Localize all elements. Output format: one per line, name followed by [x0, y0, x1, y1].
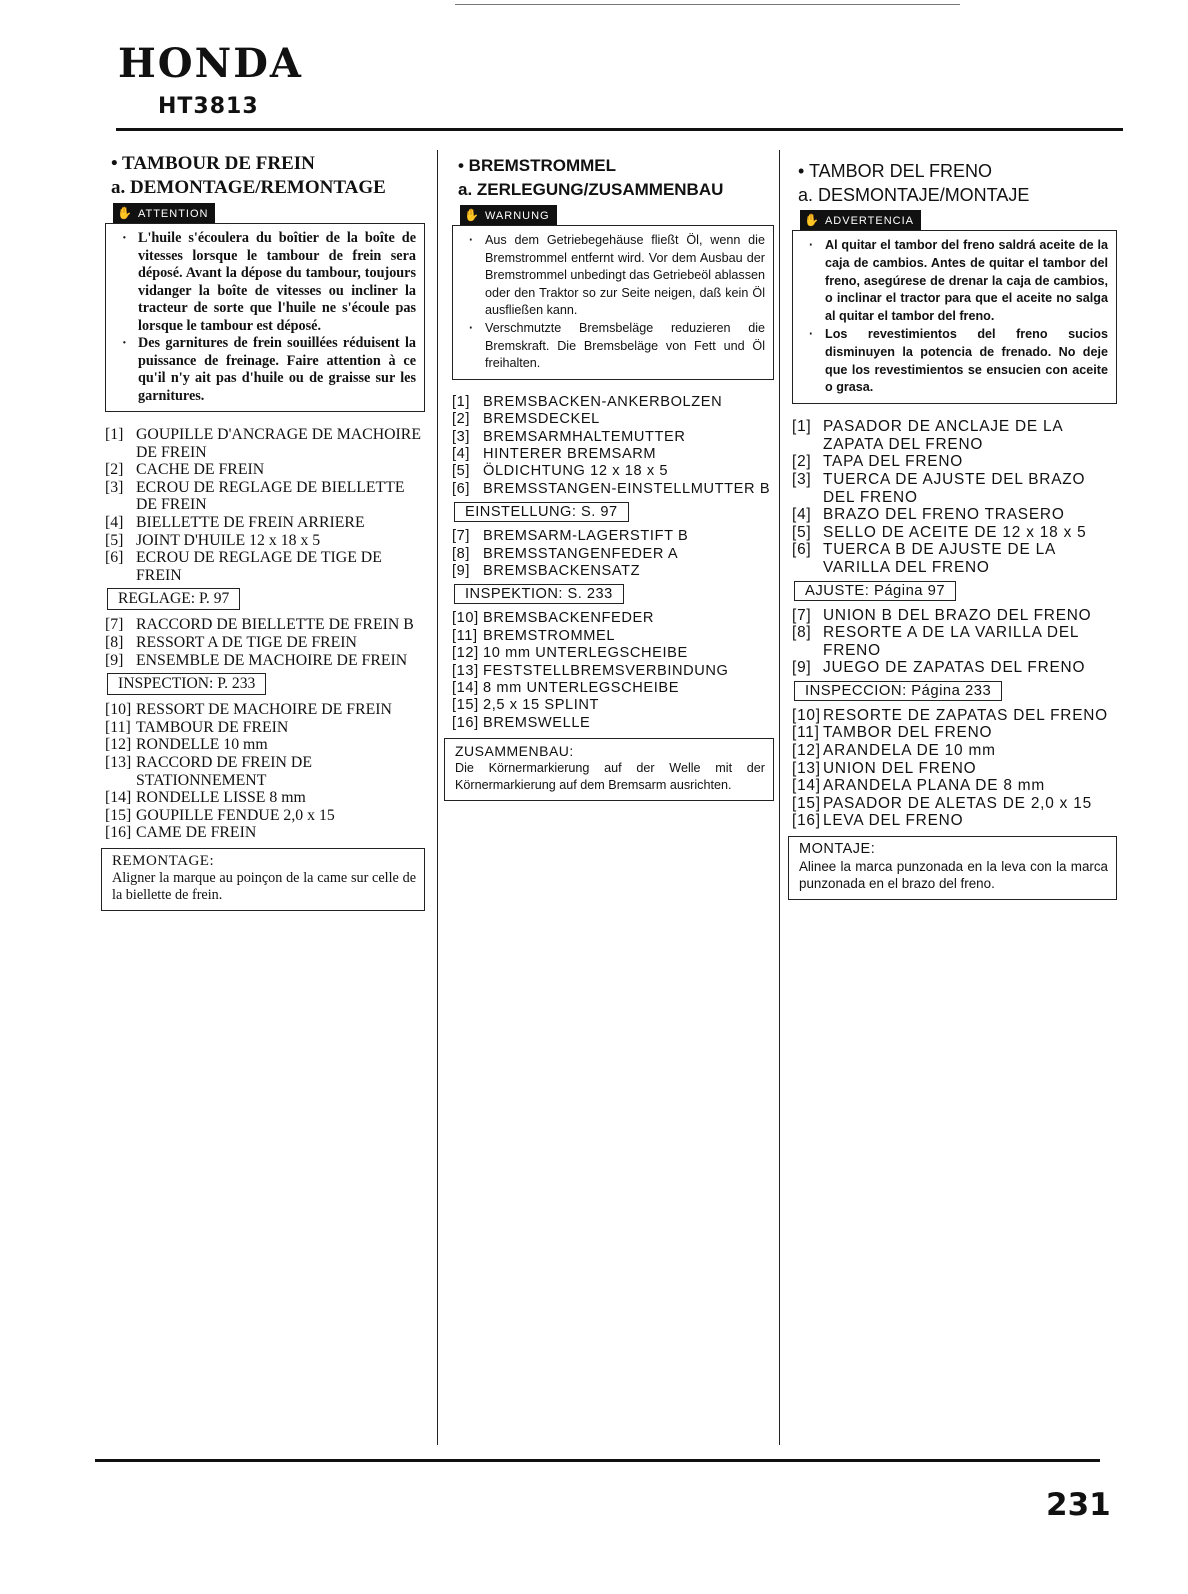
part-name: BREMSSTANGEN-EINSTELLMUTTER B — [483, 480, 771, 497]
part-name: CACHE DE FREIN — [136, 461, 265, 479]
note-title: ZUSAMMENBAU: — [455, 743, 574, 760]
parts-list — [452, 528, 774, 580]
part-name: RACCORD DE BIELLETTE DE FREIN B — [136, 616, 414, 634]
part-number: [10] — [452, 610, 479, 627]
part-name: BREMSARMHALTEMUTTER — [483, 428, 686, 445]
footer-rule — [95, 1459, 1100, 1462]
part-number: [1] — [792, 418, 812, 436]
part-name: UNION B DEL BRAZO DEL FRENO — [823, 606, 1092, 624]
part-number: [8] — [105, 633, 124, 651]
part-item — [792, 524, 1117, 542]
part-number: [12] — [792, 742, 821, 760]
part-item — [792, 624, 1117, 659]
part-number: [2] — [792, 453, 812, 471]
top-edge-line — [455, 4, 960, 5]
part-item — [452, 645, 774, 662]
part-number: [13] — [105, 753, 132, 771]
part-item — [105, 479, 425, 514]
part-number: [8] — [452, 545, 471, 562]
part-name: PASADOR DE ALETAS DE 2,0 x 15 — [823, 794, 1092, 812]
part-name: BREMSSTANGENFEDER A — [483, 545, 679, 562]
part-number: [10] — [105, 701, 132, 719]
section-title: • BREMSTROMMEL — [458, 156, 616, 175]
part-name: ARANDELA DE 10 mm — [823, 742, 996, 760]
warning-box — [105, 223, 425, 412]
warning-box — [452, 225, 774, 380]
part-number: [16] — [105, 824, 132, 842]
subsection-title: a. ZERLEGUNG/ZUSAMMENBAU — [458, 180, 724, 199]
warning-label: WARNUNG — [484, 210, 550, 222]
part-number: [14] — [452, 680, 479, 697]
part-item — [792, 724, 1117, 742]
part-name: 10 mm UNTERLEGSCHEIBE — [483, 645, 688, 662]
part-name: BREMSBACKEN-ANKERBOLZEN — [483, 393, 723, 410]
part-number: [7] — [452, 528, 471, 545]
part-item — [452, 697, 774, 714]
column-french — [105, 152, 425, 911]
part-number: [2] — [105, 461, 124, 479]
part-name: TUERCA B DE AJUSTE DE LA VARILLA DEL FRENO — [823, 541, 1056, 576]
part-item — [105, 549, 425, 584]
part-item — [792, 812, 1117, 830]
part-item — [792, 795, 1117, 813]
part-item — [452, 546, 774, 563]
part-number: [13] — [452, 662, 479, 679]
part-item — [105, 634, 425, 652]
inspection-reference: INSPECCION: Página 233 — [794, 681, 1002, 701]
part-item — [452, 680, 774, 697]
part-number: [9] — [452, 563, 471, 579]
part-number: [16] — [792, 812, 821, 830]
parts-list — [452, 394, 774, 498]
part-item — [452, 446, 774, 463]
page-number: 231 — [1046, 1487, 1111, 1523]
part-number: [5] — [792, 523, 812, 541]
subsection-title: a. DESMONTAJE/MONTAJE — [798, 185, 1030, 205]
part-item — [452, 394, 774, 411]
part-name: TUERCA DE AJUSTE DEL BRAZO DEL FRENO — [823, 470, 1086, 506]
part-item — [452, 528, 774, 545]
part-item — [452, 610, 774, 627]
warning-item: · Aus dem Getriebegehäuse fließt Öl, wenn die Bremstrommel entfernt wird. Vor dem Ausbau der Bremstrommel unbedingt das Getriebeöl ablassen oder den Traktor so zur Seite neigen, daß kein Öl ausfließen kann. — [463, 232, 765, 320]
part-item — [105, 532, 425, 550]
part-number: [12] — [452, 645, 479, 662]
part-item — [792, 707, 1117, 725]
part-name: 2,5 x 15 SPLINT — [483, 697, 600, 714]
part-name: BREMSARM-LAGERSTIFT B — [483, 528, 689, 545]
inspection-reference: INSPECTION: P. 233 — [107, 673, 266, 695]
parts-list — [792, 607, 1117, 677]
header-rule — [116, 128, 1123, 131]
part-item — [792, 659, 1117, 677]
part-item — [792, 541, 1117, 576]
part-name: PASADOR DE ANCLAJE DE LA ZAPATA DEL FRENO — [823, 418, 1063, 453]
part-number: [9] — [792, 659, 812, 677]
part-number: [3] — [105, 478, 124, 496]
part-name: BREMSWELLE — [483, 714, 591, 731]
part-name: GOUPILLE FENDUE 2,0 x 15 — [136, 806, 335, 824]
part-name: SELLO DE ACEITE DE 12 x 18 x 5 — [823, 523, 1087, 541]
warning-badge — [800, 210, 921, 230]
part-name: BREMSDECKEL — [483, 411, 600, 428]
part-item — [105, 701, 425, 719]
warning-item: · Des garnitures de frein souillées réduisent la puissance de freinage. Faire attention à ce qu'il n'y ait pas d'huile ou de graisse sur les garnitures. — [116, 335, 416, 405]
part-name: BREMSBACKENFEDER — [483, 610, 654, 627]
note-body: Alinee la marca punzonada en la leva con la marca punzonada en el brazo del freno. — [799, 859, 1108, 892]
part-number: [2] — [452, 411, 471, 428]
part-number: [1] — [105, 426, 124, 443]
part-number: [15] — [105, 806, 132, 824]
part-number: [7] — [792, 606, 812, 624]
part-item — [792, 742, 1117, 760]
part-name: UNION DEL FRENO — [823, 759, 977, 777]
part-item — [105, 652, 425, 670]
assembly-note — [101, 848, 425, 911]
hand-warning-icon: ✋ — [117, 206, 133, 220]
part-name: BREMSBACKENSATZ — [483, 563, 641, 579]
part-number: [7] — [105, 616, 124, 634]
part-number: [3] — [792, 470, 812, 488]
inspection-reference: INSPEKTION: S. 233 — [454, 584, 624, 604]
part-number: [14] — [792, 777, 821, 795]
part-number: [11] — [792, 724, 820, 742]
part-name: ENSEMBLE DE MACHOIRE DE FREIN — [136, 651, 408, 669]
part-number: [10] — [792, 706, 821, 724]
part-name: FESTSTELLBREMSVERBINDUNG — [483, 662, 729, 679]
part-item — [452, 411, 774, 428]
part-name: ARANDELA PLANA DE 8 mm — [823, 777, 1046, 795]
part-item — [105, 719, 425, 737]
adjustment-reference: EINSTELLUNG: S. 97 — [454, 502, 629, 522]
part-name: BREMSTROMMEL — [483, 627, 616, 644]
part-name: 8 mm UNTERLEGSCHEIBE — [483, 680, 680, 697]
part-item — [105, 426, 425, 461]
part-number: [5] — [105, 531, 124, 549]
part-number: [6] — [105, 549, 124, 567]
part-number: [11] — [452, 627, 478, 644]
adjustment-reference: REGLAGE: P. 97 — [107, 588, 240, 610]
part-number: [9] — [105, 651, 124, 669]
parts-list — [452, 610, 774, 732]
part-item — [792, 418, 1117, 453]
part-name: TAMBOR DEL FRENO — [823, 724, 993, 742]
part-name: RESSORT DE MACHOIRE DE FREIN — [136, 701, 392, 719]
part-item — [792, 607, 1117, 625]
part-item — [105, 514, 425, 532]
part-name: RACCORD DE FREIN DE STATIONNEMENT — [136, 753, 312, 789]
column-german — [452, 154, 774, 801]
part-number: [3] — [452, 428, 471, 445]
hand-warning-icon: ✋ — [804, 213, 820, 227]
parts-list — [105, 701, 425, 842]
parts-list — [105, 426, 425, 584]
subsection-title: a. DEMONTAGE/REMONTAGE — [111, 177, 386, 198]
part-number: [11] — [105, 718, 131, 736]
column-divider-left — [437, 150, 438, 1445]
hand-warning-icon: ✋ — [464, 208, 480, 222]
part-item — [792, 471, 1117, 506]
model-number: HT3813 — [158, 94, 259, 119]
part-name: JUEGO DE ZAPATAS DEL FRENO — [823, 659, 1086, 677]
part-name: ÖLDICHTUNG 12 x 18 x 5 — [483, 463, 669, 480]
warning-badge — [113, 203, 215, 223]
part-name: RONDELLE LISSE 8 mm — [136, 789, 306, 807]
part-number: [4] — [105, 513, 124, 531]
part-name: ECROU DE REGLAGE DE BIELLETTE DE FREIN — [136, 478, 405, 514]
part-item — [452, 628, 774, 645]
warning-badge — [460, 205, 557, 225]
part-item — [105, 461, 425, 479]
part-item — [452, 715, 774, 732]
parts-list — [792, 418, 1117, 576]
part-name: RONDELLE 10 mm — [136, 736, 268, 754]
assembly-note — [444, 738, 774, 801]
part-item — [792, 453, 1117, 471]
part-item — [105, 789, 425, 807]
warning-item: · Verschmutzte Bremsbeläge reduzieren die Bremskraft. Die Bremsbeläge von Fett und Öl freihalten. — [463, 320, 765, 373]
part-name: CAME DE FREIN — [136, 824, 257, 842]
part-item — [792, 760, 1117, 778]
part-item — [452, 563, 774, 580]
part-number: [16] — [452, 714, 479, 731]
parts-list — [792, 707, 1117, 830]
brand-logo: HONDA — [118, 40, 303, 87]
part-name: BRAZO DEL FRENO TRASERO — [823, 506, 1065, 524]
part-number: [13] — [792, 759, 821, 777]
section-title: • TAMBOR DEL FRENO — [798, 161, 992, 181]
adjustment-reference: AJUSTE: Página 97 — [794, 581, 956, 601]
section-title: • TAMBOUR DE FREIN — [111, 153, 315, 174]
part-number: [4] — [792, 506, 812, 524]
note-body: Aligner la marque au poinçon de la came sur celle de la biellette de frein. — [112, 869, 416, 903]
part-name: JOINT D'HUILE 12 x 18 x 5 — [136, 531, 321, 549]
warning-item: · L'huile s'écoulera du boîtier de la boîte de vitesses lorsque le tambour de frein sera déposé. Avant la dépose du tambour, toujours vidanger la boîte de vitesses ou incliner la tracteur de sorte que l'huile ne s'écoule pas lorsque le tambour est déposé. — [116, 230, 416, 335]
part-number: [15] — [792, 794, 821, 812]
warning-item: · Al quitar el tambor del freno saldrá aceite de la caja de cambios. Antes de quitar el tambor del freno, asegúrese de drenar la caja de cambios, o inclinar el tractor para que el aceite no salga al quitar el tambor del freno. — [803, 237, 1108, 326]
part-number: [5] — [452, 463, 471, 480]
part-number: [1] — [452, 393, 471, 410]
part-item — [105, 824, 425, 842]
column-divider-right — [779, 150, 780, 1445]
part-name: HINTERER BREMSARM — [483, 445, 657, 462]
note-title: MONTAJE: — [799, 841, 876, 858]
part-number: [6] — [452, 480, 471, 497]
part-name: LEVA DEL FRENO — [823, 812, 964, 830]
part-item — [792, 777, 1117, 795]
part-name: RESORTE DE ZAPATAS DEL FRENO — [823, 706, 1108, 724]
part-number: [14] — [105, 789, 132, 807]
part-name: ECROU DE REGLAGE DE TIGE DE FREIN — [136, 549, 382, 584]
warning-box — [792, 230, 1117, 404]
warning-label: ATTENTION — [137, 208, 209, 220]
part-name: TAMBOUR DE FREIN — [136, 718, 289, 736]
part-number: [8] — [792, 624, 812, 642]
column-spanish — [792, 159, 1117, 900]
part-name: BIELLETTE DE FREIN ARRIERE — [136, 513, 365, 531]
part-item — [452, 429, 774, 446]
warning-item: · Los revestimientos del freno sucios disminuyen la potencia de frenado. No deje que los revestimientos se ensucien con aceite o grasa. — [803, 326, 1108, 397]
part-item — [105, 736, 425, 754]
note-title: REMONTAGE: — [112, 852, 215, 869]
part-name: RESORTE A DE LA VARILLA DEL FRENO — [823, 624, 1079, 659]
part-name: RESSORT A DE TIGE DE FREIN — [136, 633, 357, 651]
part-name: GOUPILLE D'ANCRAGE DE MACHOIRE DE FREIN — [136, 426, 421, 461]
part-item — [105, 616, 425, 634]
part-number: [4] — [452, 445, 471, 462]
assembly-note — [788, 836, 1117, 900]
parts-list — [105, 616, 425, 669]
part-number: [6] — [792, 541, 812, 559]
warning-label: ADVERTENCIA — [824, 215, 914, 227]
part-item — [452, 663, 774, 680]
part-item — [792, 506, 1117, 524]
part-item — [452, 481, 774, 498]
note-body: Die Körnermarkierung auf der Welle mit der Körnermarkierung auf dem Bremsarm ausrichten. — [455, 760, 765, 792]
part-name: TAPA DEL FRENO — [823, 453, 964, 471]
part-item — [105, 754, 425, 789]
part-number: [15] — [452, 697, 479, 714]
part-item — [105, 807, 425, 825]
part-item — [452, 463, 774, 480]
part-number: [12] — [105, 736, 132, 754]
